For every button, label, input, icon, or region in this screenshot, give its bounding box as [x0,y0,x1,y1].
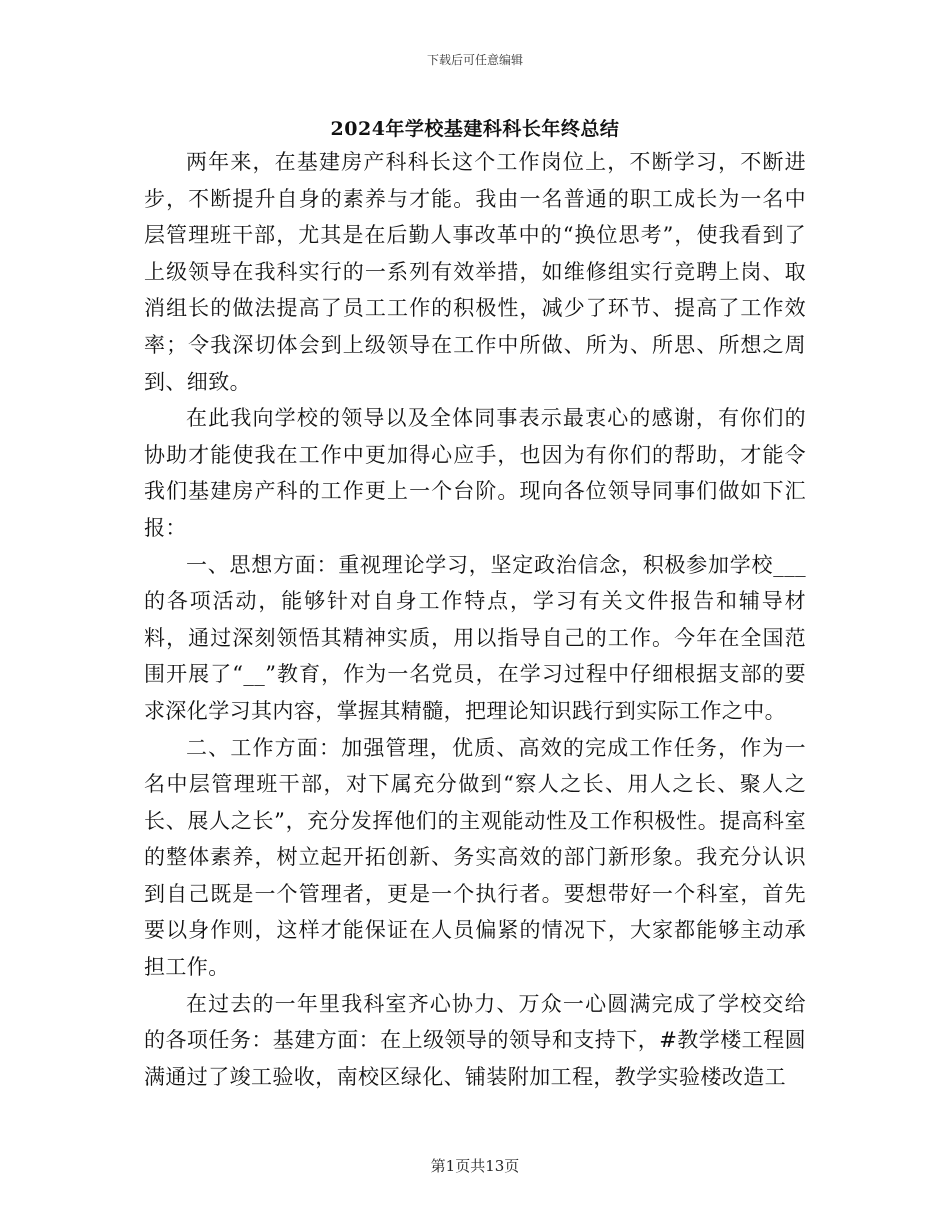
page-header-note: 下载后可任意编辑 [426,53,523,67]
page-footer-indicator: 第1页共13页 [430,1157,520,1175]
document-title: 2024年学校基建科科长年终总结 [330,118,620,140]
document-body [144,144,806,1095]
paragraph-4: 二、工作方面：加强管理，优质、高效的完成工作任务，作为一名中层管理班干部，对下属充分做到“察人之长、用人之长、聚人之长、展人之长”，充分发挥他们的主观能动性及工作积极性。提高科室的整体素养，树立起开拓创新、务实高效的部门新形象。我充分认识到自己既是一个管理者，更是一个执行者。要想带好一个科室，首先要以身作则，这样才能保证在人员偏紧的情况下，大家都能够主动承担工作。 [144,735,806,980]
paragraph-2: 在此我向学校的领导以及全体同事表示最衷心的感谢，有你们的协助才能使我在工作中更加得心应手，也因为有你们的帮助，才能令我们基建房产科的工作更上一个台阶。现向各位领导同事们做如下汇报： [144,406,806,540]
paragraph-3: 一、思想方面：重视理论学习，坚定政治信念，积极参加学校___的各项活动，能够针对自身工作特点，学习有关文件报告和辅导材料，通过深刻领悟其精神实质，用以指导自己的工作。今年在全国范围开展了“__”教育，作为一名党员，在学习过程中仔细根据支部的要求深化学习其内容，掌握其精髓，把理论知识践行到实际工作之中。 [144,552,806,723]
paragraph-5: 在过去的一年里我科室齐心协力、万众一心圆满完成了学校交给的各项任务：基建方面：在上级领导的领导和支持下，#教学楼工程圆满通过了竣工验收，南校区绿化、铺装附加工程，教学实验楼改造工 [144,991,806,1089]
paragraph-1: 两年来，在基建房产科科长这个工作岗位上，不断学习，不断进步，不断提升自身的素养与才能。我由一名普通的职工成长为一名中层管理班干部，尤其是在后勤人事改革中的“换位思考”，使我看到了上级领导在我科实行的一系列有效举措，如维修组实行竞聘上岗、取消组长的做法提高了员工工作的积极性，减少了环节、提高了工作效率；令我深切体会到上级领导在工作中所做、所为、所思、所想之周到、细致。 [144,150,806,394]
